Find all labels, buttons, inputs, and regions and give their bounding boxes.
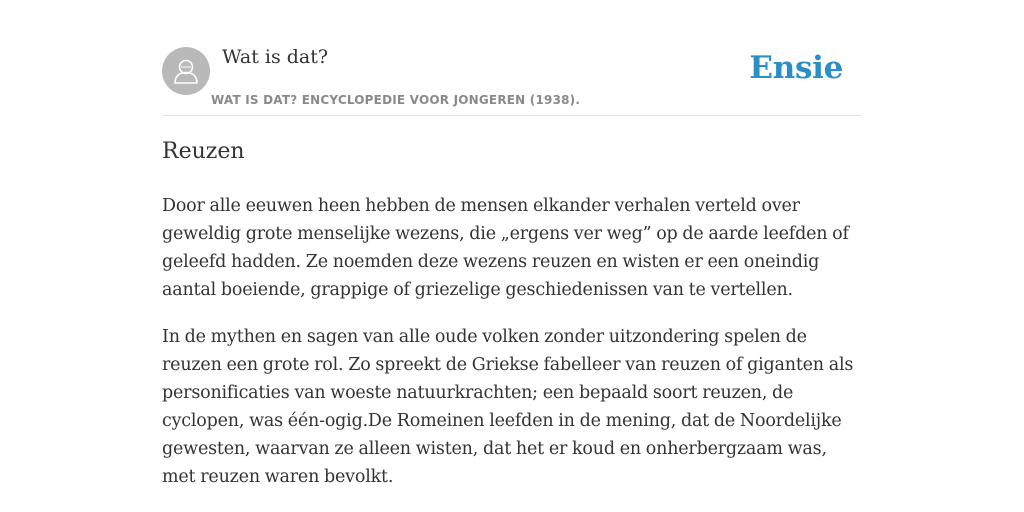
source-header xyxy=(162,0,862,116)
article-paragraph-2: In de mythen en sagen van alle oude volken zonder uitzondering spelen de reuzen een grote rol. Zo spreekt de Griekse fabelleer van reuzen of giganten als personificaties van woeste natuurkrachten; een bepaald soort reuzen, de cyclopen, was één-ogig.De Romeinen leefden in de mening, dat de Noordelijke gewesten, waarvan ze alleen wisten, dat het er koud en onherbergzaam was, met reuzen waren bevolkt. xyxy=(162,327,854,487)
user-icon xyxy=(162,47,210,95)
article-paragraph-1: Door alle eeuwen heen hebben de mensen elkander verhalen verteld over geweldig grote menselijke wezens, die „ergens ver weg” op de aarde leefden of geleefd hadden. Ze noemden deze wezens reuzen en wisten er een oneindig aantal boeiende, grappige of griezelige geschiedenissen van te vertellen. xyxy=(162,196,849,300)
ensie-logo[interactable]: Ensie xyxy=(749,50,843,86)
source-subtitle[interactable]: WAT IS DAT? ENCYCLOPEDIE VOOR JONGEREN (1938). xyxy=(211,93,581,107)
article-title: Reuzen xyxy=(162,139,245,164)
page xyxy=(162,0,862,487)
source-title[interactable]: Wat is dat? xyxy=(222,46,329,68)
avatar[interactable] xyxy=(162,47,210,95)
